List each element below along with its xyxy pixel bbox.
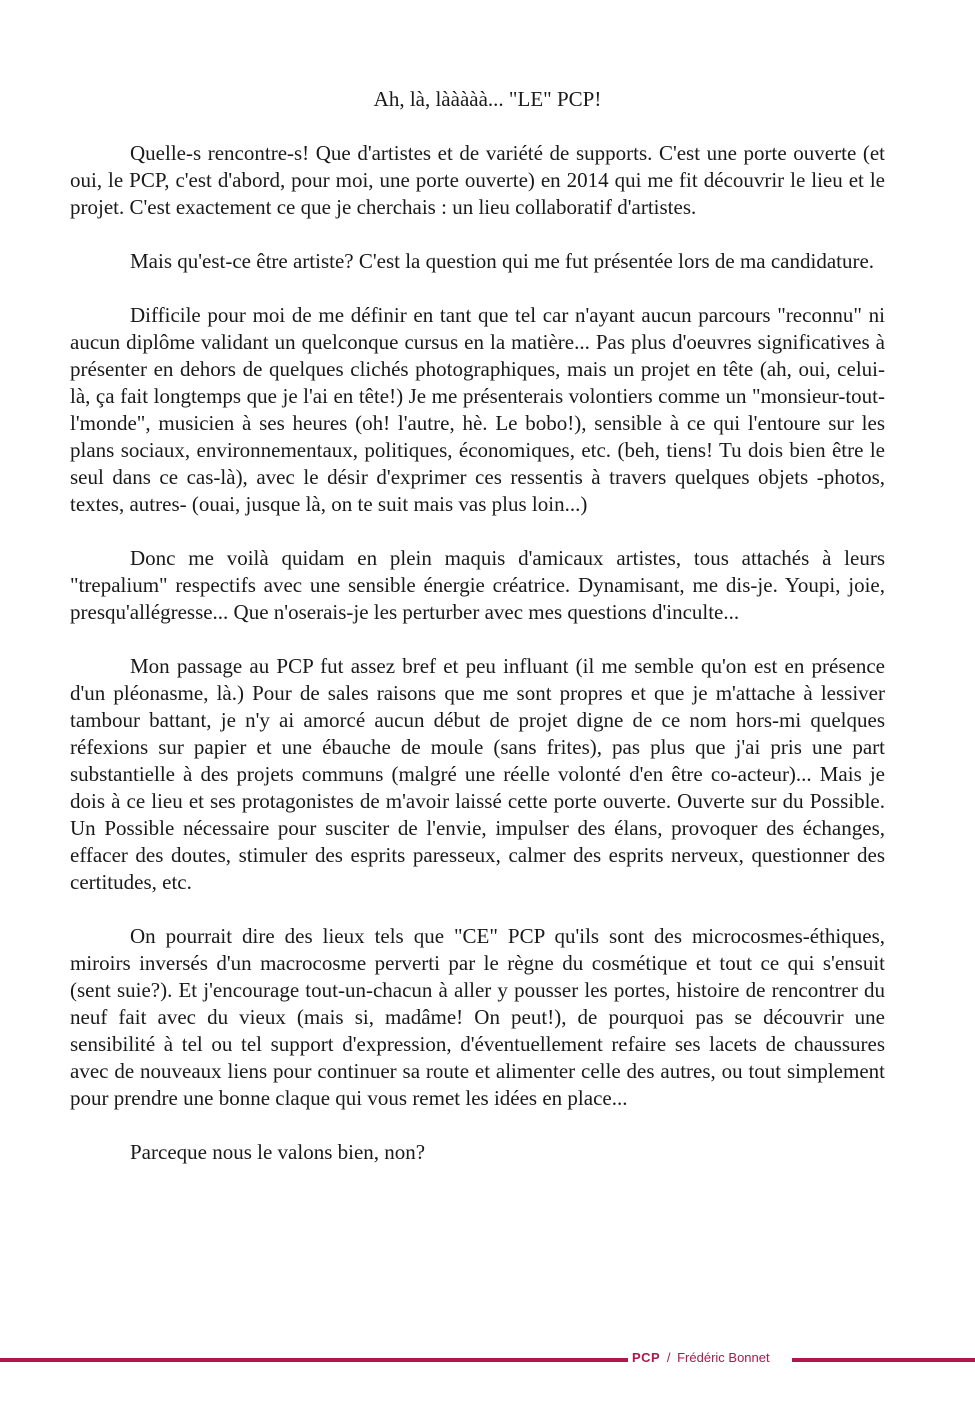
- paragraph-6: On pourrait dire des lieux tels que "CE" PCP qu'ils sont des microcosmes-éthiques, miroirs inversés d'un macrocosme perverti par le règne du cosmétique et tout ce qui s'ensuit (sent suie?). Et j'encourage tout-un-chacun à aller y pousser les portes, histoire de rencontrer du neuf fait avec du vieux (mais si, madâme! On peut!), de pourquoi pas se découvrir une sensibilité à tel ou tel support d'expression, d'éventuellement refaire ses lacets de chaussures avec de nouveaux liens pour continuer sa route et alimenter celle des autres, ou tout simplement pour prendre une bonne claque qui vous remet les idées en place...: [70, 924, 885, 1110]
- footer-brand: PCP: [632, 1350, 661, 1365]
- paragraph-5: Mon passage au PCP fut assez bref et peu influant (il me semble qu'on est en présence d'un pléonasme, là.) Pour de sales raisons que me sont propres et que je m'attache à lessiver tambour battant, je n'y ai amorcé aucun début de projet digne de ce nom hors-mi quelques réfexions sur papier et une ébauche de moule (sans frites), pas plus que j'ai pris une part substantielle à des projets communs (malgré une réelle volonté d'en être co-acteur)... Mais je dois à ce lieu et ses protagonistes de m'avoir laissé cette porte ouverte. Ouverte sur du Possible. Un Possible nécessaire pour susciter de l'envie, impulser des élans, provoquer des échanges, effacer des doutes, stimuler des esprits paresseux, calmer des esprits nerveux, questionner des certitudes, etc.: [70, 654, 885, 894]
- paragraph-3: Difficile pour moi de me définir en tant que tel car n'ayant aucun parcours "reconnu" ni aucun diplôme validant un quelconque cursus en la matière... Pas plus d'oeuvres significatives à présenter en dehors de quelques clichés photographiques, mais un projet en tête (ah, oui, celui-là, ça fait longtemps que je l'ai en tête!) Je me présenterais volontiers comme un "monsieur-tout-l'monde", musicien à ses heures (oh! l'autre, hè. Le bobo!), sensible à ce qui l'entoure sur les plans sociaux, environnementaux, politiques, économiques, etc. (beh, tiens! Tu dois bien être le seul dans ce cas-là), avec le désir d'exprimer ces ressentis à travers quelques objets -photos, textes, autres- (ouai, jusque là, on te suit mais vas plus loin...): [70, 303, 885, 516]
- paragraph-4: Donc me voilà quidam en plein maquis d'amicaux artistes, tous attachés à leurs "trepalium" respectifs avec une sensible énergie créatrice. Dynamisant, me dis-je. Youpi, joie, presqu'allégresse... Que n'oserais-je les perturber avec mes questions d'inculte...: [70, 546, 885, 624]
- body-text: [70, 140, 885, 1193]
- paragraph-1: Quelle-s rencontre-s! Que d'artistes et de variété de supports. C'est une porte ouverte (et oui, le PCP, c'est d'abord, pour moi, une porte ouverte) en 2014 qui me fit découvrir le lieu et le projet. C'est exactement ce que je cherchais : un lieu collaboratif d'artistes.: [70, 141, 885, 219]
- page-title: Ah, là, lààààà... "LE" PCP!: [373, 87, 602, 111]
- footer-rule-right: [792, 1358, 975, 1362]
- footer-author: Frédéric Bonnet: [677, 1350, 770, 1365]
- paragraph-2: Mais qu'est-ce être artiste? C'est la question qui me fut présentée lors de ma candidature.: [130, 249, 875, 273]
- paragraph-7: Parceque nous le valons bien, non?: [130, 1140, 426, 1164]
- footer-label: [632, 1347, 770, 1369]
- footer-rule-left: [0, 1358, 628, 1362]
- footer-separator: /: [666, 1350, 671, 1365]
- page-footer: [0, 1344, 975, 1374]
